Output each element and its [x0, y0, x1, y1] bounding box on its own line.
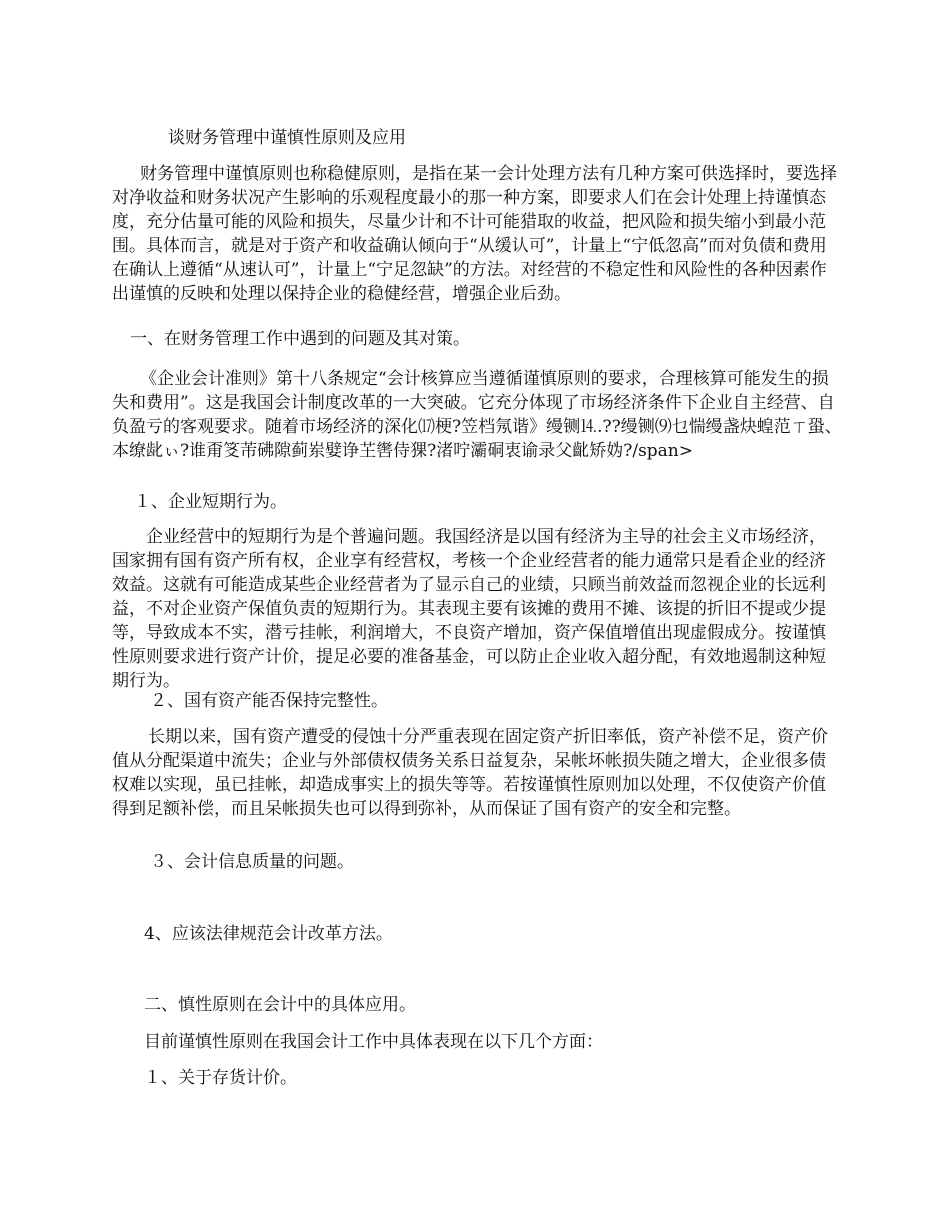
document-title: 谈财务管理中谨慎性原则及应用: [168, 128, 406, 148]
item-4-heading: 4、应该法律规范会计改革方法。: [144, 924, 393, 944]
item-3-heading: ３、会计信息质量的问题。: [150, 852, 354, 872]
item-2-heading: ２、国有资产能否保持完整性。: [150, 691, 388, 711]
section-1-heading: 一、在财务管理工作中遇到的问题及其对策。: [130, 329, 470, 349]
item-5-heading: １、关于存货计价。: [144, 1068, 297, 1088]
intro-paragraph: 财务管理中谨慎原则也称稳健原则，是指在某一会计处理方法有几种方案可供选择时，要选择对净收益和财务状况产生影响的乐观程度最小的那一种方案，即要求人们在会计处理上持谨慎态度，充分估量可能的风险和损失，尽量少计和不计可能猎取的收益，把风险和损失缩小到最小范围。具体而言，就是对于资产和收益确认倾向于“从缓认可”，计量上“宁低忽高”而对负债和费用在确认上遵循“从速认可”，计量上“宁足忽缺”的方法。对经营的不稳定性和风险性的各种因素作出谨慎的反映和处理以保持企业的稳健经营，增强企业后劲。: [112, 164, 837, 304]
item-2-paragraph: 长期以来，国有资产遭受的侵蚀十分严重表现在固定资产折旧率低，资产补偿不足，资产价值从分配渠道中流失；企业与外部债权债务关系日益复杂，呆帐坏帐损失随之增大，企业很多债权难以实现，虽已挂帐，却造成事实上的损失等等。若按谨慎性原则加以处理，不仅使资产价值得到足额补偿，而且呆帐损失也可以得到弥补，从而保证了国有资产的安全和完整。: [112, 727, 828, 819]
item-1-heading: １、企业短期行为。: [134, 492, 287, 512]
item-1-paragraph: 企业经营中的短期行为是个普遍问题。我国经济是以国有经济为主导的社会主义市场经济，国家拥有国有资产所有权，企业享有经营权，考核一个企业经营者的能力通常只是看企业的经济效益。这就有可能造成某些企业经营者为了显示自己的业绩，只顾当前效益而忽视企业的长远利益，不对企业资产保值负责的短期行为。其表现主要有该摊的费用不摊、该提的折旧不提或少提等，导致成本不实，潜亏挂帐，利润增大，不良资产增加，资产保值增值出现虚假成分。按谨慎性原则要求进行资产计价，提足必要的准备基金，可以防止企业收入超分配，有效地遏制这种短期行为。: [112, 527, 826, 691]
section-2-heading: 二、慎性原则在会计中的具体应用。: [144, 995, 416, 1015]
section-2-paragraph: 目前谨慎性原则在我国会计工作中具体表现在以下几个方面：: [144, 1032, 603, 1052]
section-1-paragraph: 《企业会计准则》第十八条规定“会计核算应当遵循谨慎原则的要求，合理核算可能发生的损失和费用”。这是我国会计制度改革的一大突破。它充分体现了市场经济条件下企业自主经营、自负盈亏的客观要求。随着市场经济的深化⒄梗?笠档氖谐》缦铡⒕.??缦铡⑼乜惴缦盏炔蝗范ㄒ蛩、本缭龀ぃ?谁甭笅芾砩隙蓟岽嬖诤芏辔侍猓?渚咛灞硐衷谕录父齔矫妫?/span>: [112, 369, 842, 461]
